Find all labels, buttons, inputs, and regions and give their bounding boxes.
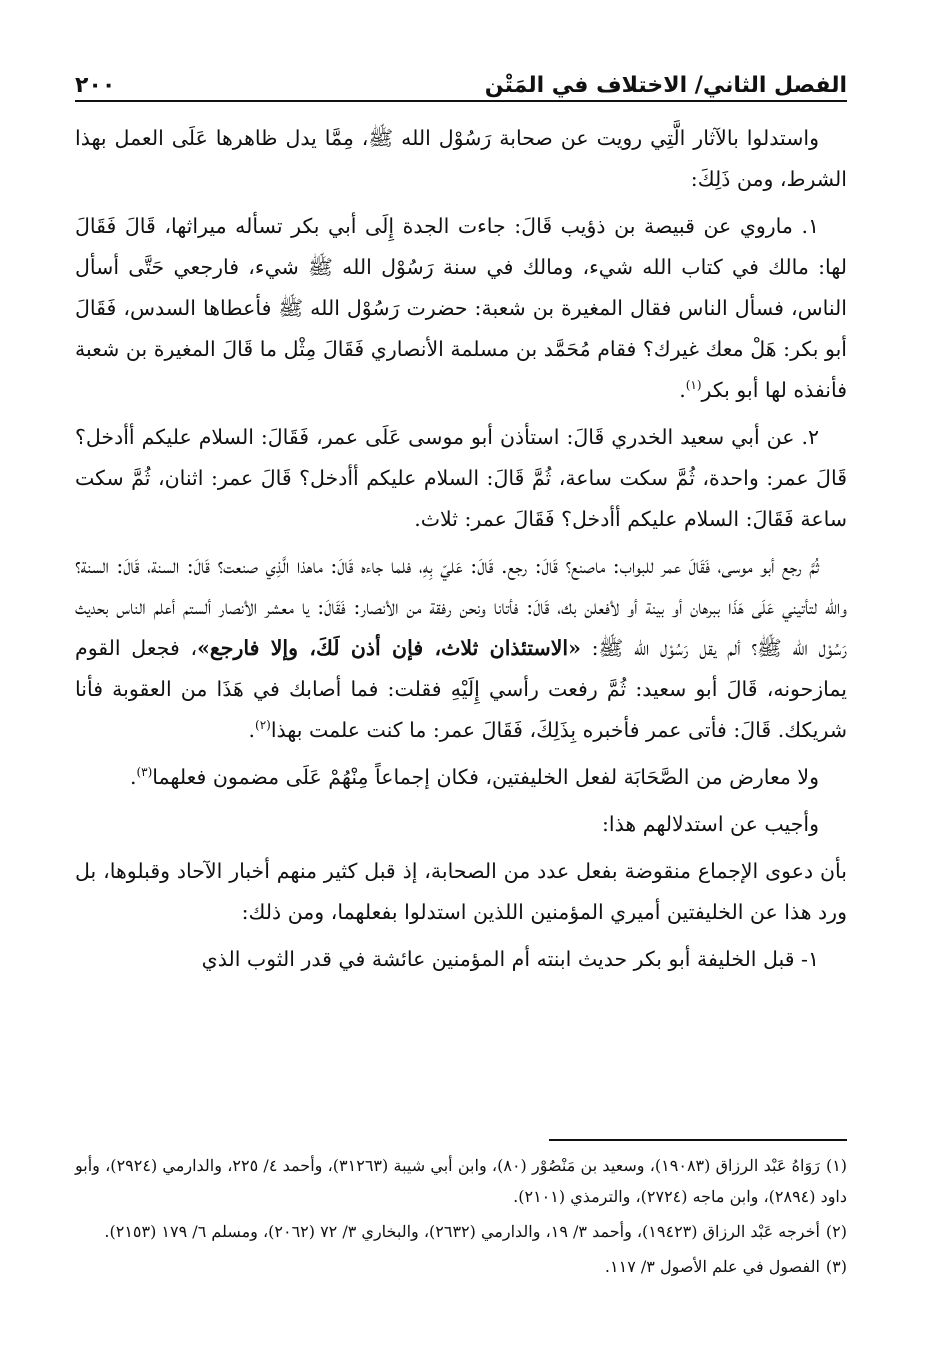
- paragraph-response: بأن دعوى الإجماع منقوضة بفعل عدد من الصحابة، إذ قبل كثير منهم أخبار الآحاد وقبلوها، بل ورد هذا عن الخليفتين أميري المؤمنين اللذين استدلوا بفعلهما، ومن ذلك:: [75, 859, 847, 924]
- footnote-3: [75, 1251, 847, 1282]
- paragraph-response-heading: وأجيب عن استدلالهم هذا:: [602, 812, 819, 836]
- paragraph-consensus: ولا معارض من الصَّحَابَة لفعل الخليفتين، فكان إجماعاً مِنْهُمْ عَلَى مضمون فعلهما$^{(٣)}$.: [129, 765, 819, 789]
- running-header: [75, 60, 847, 98]
- footnotes: [75, 1150, 847, 1286]
- main-text: [75, 118, 847, 986]
- paragraph-narration-2: ٢. عن أبي سعيد الخدري قَالَ: استأذن أبو موسى عَلَى عمر، فَقَالَ: السلام عليكم أأدخل؟ قَالَ عمر: واحدة، ثُمَّ سكت ساعة، ثُمَّ قَالَ: السلام عليكم أأدخل؟ قَالَ عمر: اثنان، ثُمَّ سكت ساعة فَقَالَ: السلام عليكم أأدخل؟ فَقَالَ عمر: ثلاث.: [75, 425, 847, 531]
- paragraph-example-1: ١- قبل الخليفة أبو بكر حديث ابنته أم المؤمنين عائشة في قدر الثوب الذي: [201, 947, 819, 971]
- paragraph-intro: واستدلوا بالآثار الَّتِي رويت عن صحابة رَسُوْل الله ﷺ، مِمَّا يدل ظاهرها عَلَى العمل بهذا الشرط، ومن ذَلِكَ:: [75, 126, 847, 191]
- hadith-quote: «الاستئذان ثلاث، فإن أذن لَكَ، وإلا فارجع»: [197, 636, 581, 660]
- footnote-text: الفصول في علم الأصول ٣/ ١١٧.: [604, 1257, 820, 1276]
- footnote-ref-3[interactable]: (٣): [136, 765, 153, 780]
- footnote-number: (٢): [825, 1222, 847, 1241]
- header-rule: [75, 100, 847, 102]
- footnote-2: [75, 1216, 847, 1247]
- footnote-number: (١): [825, 1156, 848, 1175]
- footnote-ref-2[interactable]: (٢): [255, 718, 271, 733]
- footnote-text: أخرجه عَبْد الرزاق (١٩٤٢٣)، وأحمد ٣/ ١٩، والدارمي (٢٦٣٢)، والبخاري ٣/ ٧٢ (٢٠٦٢)، ومسلم ٦/ ١٧٩ (٢١٥٣).: [104, 1222, 820, 1241]
- paragraph-narration-2-cont: ثُمَّ رجع أبو موسى، فَقَالَ عمر للبواب: ماصنع؟ قَالَ: رجع. قَالَ: عَليّ بِهِ، فلما جاءه قَالَ: ماهذا الَّذِي صنعت؟ قَالَ: السنة، قَالَ: السنة؟ والله لتأتيني عَلَى هَذَا ببرهان أو بينة أو لأفعلن بك، قَالَ: فأتانا ونحن رفقة من الأنصار: فَقَالَ: يا معشر الأنصار ألستم أعلم الناس بحديث رَسُوْل الله ﷺ؟ ألم يقل رَسُوْل الله ﷺ: «الاستئذان ثلاث، فإن أذن لَكَ، وإلا فارجع»، فجعل القوم يمازحونه، قَالَ أبو سعيد: ثُمَّ رفعت رأسي إِلَيْهِ فقلت: فما أصابك في هَذَا من العقوبة فأنا شريكك. قَالَ: فأتى عمر فأخبره بِذَلِكَ، فَقَالَ عمر: ما كنت علمت بهذا$^{(٢)}$.: [75, 554, 847, 742]
- footnote-number: (٣): [825, 1257, 847, 1276]
- footnote-ref-1[interactable]: (١): [685, 378, 702, 393]
- footnote-rule: [549, 1139, 847, 1141]
- chapter-title: الفصل الثاني/ الاختلاف في المَتْن: [484, 73, 847, 98]
- footnote-1: [75, 1150, 847, 1212]
- footnote-text: رَوَاهُ عَبْد الرزاق (١٩٠٨٣)، وسعيد بن مَنْصُوْر (٨٠)، وابن أبي شيبة (٣١٢٦٣)، وأحمد ٤/ ٢٢٥، والدارمي (٢٩٢٤)، وأبو داود (٢٨٩٤)، وابن ماجه (٢٧٢٤)، والترمذي (٢١٠١).: [75, 1156, 847, 1206]
- page-number: ٢٠٠: [75, 73, 116, 98]
- paragraph-narration-1: ١. ماروي عن قبيصة بن ذؤيب قَالَ: جاءت الجدة إِلَى أبي بكر تسأله ميراثها، قَالَ فَقَالَ لها: مالك في كتاب الله شيء، ومالك في سنة رَسُوْل الله ﷺ شيء، فارجعي حَتَّى أسأل الناس، فسأل الناس فقال المغيرة بن شعبة: حضرت رَسُوْل الله ﷺ فأعطاها السدس، فَقَالَ أبو بكر: هَلْ معك غيرك؟ فقام مُحَمَّد بن مسلمة الأنصاري فَقَالَ مِثْل ما قَالَ المغيرة بن شعبة فأنفذه لها أبو بكر$^{(١)}$.: [75, 214, 847, 402]
